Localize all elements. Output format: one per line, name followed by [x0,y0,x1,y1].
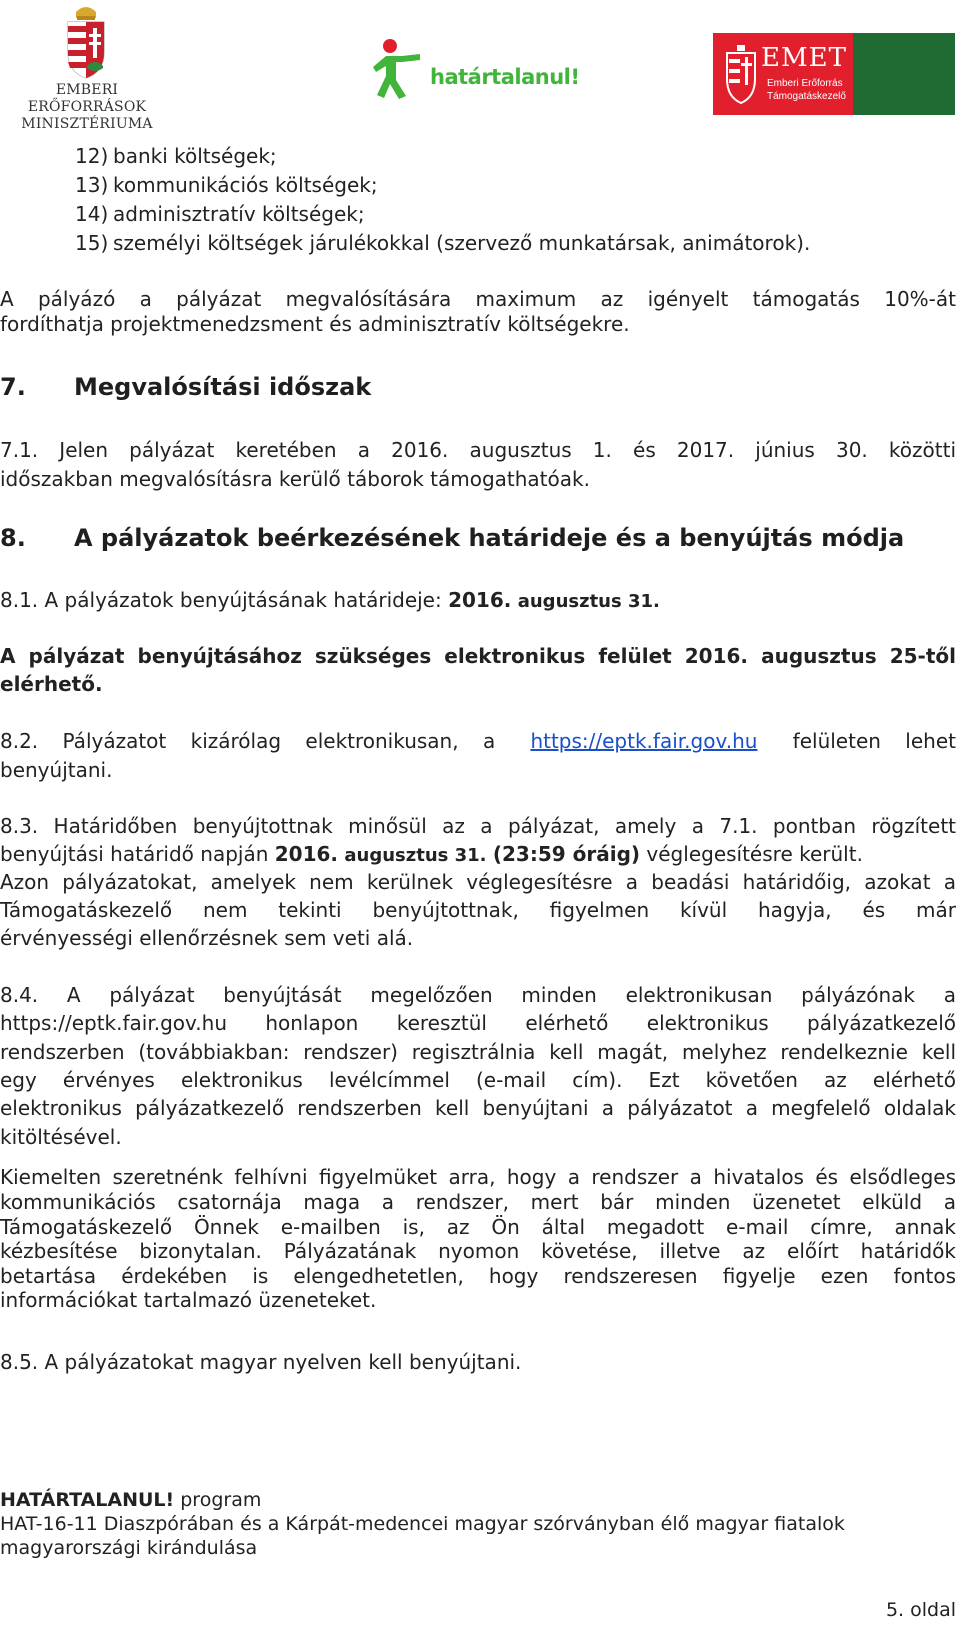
emet-crest-icon [723,45,759,105]
paragraph-8-3-line1: 8.3. Határidőben benyújtottnak minősül az a pályázat, amely a 7.1. pontban rögzített [0,814,956,838]
deadline-year: 2016. [448,588,512,612]
paragraph-8-4-line5: elektronikus pályázatkezelő rendszerben kell benyújtani a pályázatot a megfelelő oldalak [0,1096,956,1120]
running-figure-icon [372,36,432,106]
list-item-text: kommunikációs költségek; [113,173,378,197]
section-7-heading [0,372,371,402]
list-item [75,142,277,171]
emet-logo-green-panel [853,33,955,115]
emet-logo-sub1: Emberi Erőforrás [767,78,843,89]
deadline-date: augusztus 31. [517,591,660,612]
list-item-text: banki költségek; [113,144,277,168]
paragraph-notice-line2: kommunikációs csatornája maga a rendszer, mert bár minden üzenetet elküld a [0,1190,956,1214]
section-number: 7. [0,373,26,401]
list-item-number: 14) [75,202,109,226]
deadline-date: augusztus 31. [344,845,487,866]
paragraph-notice-line3: Támogatáskezelő Önnek e-mailben is, az Ön által megadott e-mail címre, annak [0,1215,956,1239]
paragraph-7-1-line2: időszakban megvalósításra kerülő táborok támogathatóak. [0,467,590,491]
paragraph-8-5: 8.5. A pályázatokat magyar nyelven kell benyújtani. [0,1350,522,1374]
paragraph-8-3-line3: Azon pályázatokat, amelyek nem kerülnek véglegesítésre a beadási határidőig, azokat a [0,870,956,894]
emmi-logo [2,2,172,132]
section-title: A pályázatok beérkezésének határideje és a benyújtás módja [74,524,905,552]
footer-program [0,1488,261,1512]
hatartalanul-logo [372,36,592,106]
emmi-logo-line1: EMBERI ERŐFORRÁSOK [27,82,147,115]
list-item-number: 13) [75,173,109,197]
paragraph-8-3-line2 [0,840,956,870]
list-item-text: adminisztratív költségek; [113,202,365,226]
section-number: 8. [0,524,26,552]
deadline-year: 2016. [274,842,339,866]
paragraph-8-4-line4: egy érvényes elektronikus levélcímmel (e-mail cím). Ezt követően az elérhető [0,1068,956,1092]
footer-title-line2: magyarországi kirándulása [0,1537,258,1559]
paragraph-8-2-suffix: felületen lehet [792,729,956,753]
paragraph-admin-line1: A pályázó a pályázat megvalósítására maximum az igényelt támogatás 10%-át [0,287,956,311]
list-item [75,171,378,200]
bold-notice-line2: elérhető. [0,672,103,696]
emmi-logo-line2: MINISZTÉRIUMA [21,116,153,132]
bold-notice-line1: A pályázat benyújtásához szükséges elektronikus felület 2016. augusztus 25-től [0,644,956,668]
paragraph-8-3-line5: érvényességi ellenőrzésnek sem veti alá. [0,926,414,950]
paragraph-7-1-line1: 7.1. Jelen pályázat keretében a 2016. augusztus 1. és 2017. június 30. közötti [0,438,956,462]
hatartalanul-logo-text: határtalanul! [430,65,580,89]
emet-logo-sub2: Támogatáskezelő [767,91,846,102]
paragraph-8-2-line1 [0,727,956,756]
paragraph-8-2-line2: benyújtani. [0,758,113,782]
emet-logo-red-panel [713,33,853,115]
paragraph-admin-line2: fordíthatja projektmenedzsment és adminisztratív költségekre. [0,312,630,336]
paragraph-8-4-line6: kitöltésével. [0,1125,122,1149]
section-8-heading [0,523,904,553]
paragraph-8-2-prefix: 8.2. Pályázatot kizárólag elektronikusan, a [0,729,496,753]
paragraph-8-4-line1: 8.4. A pályázat benyújtását megelőzően minden elektronikusan pályázónak a [0,983,956,1007]
section-title: Megvalósítási időszak [74,373,372,401]
emet-logo-title: EMET [761,43,847,73]
list-item [75,229,810,258]
footer-title-line1: HAT-16-11 Diaszpórában és a Kárpát-medencei magyar szórványban élő magyar fiatalok [0,1513,845,1535]
page-number: 5. oldal [885,1599,956,1621]
paragraph-8-4-line2: https://eptk.fair.gov.hu honlapon keresztül elérhető elektronikus pályázatkezelő [0,1011,956,1035]
list-item [75,200,365,229]
paragraph-notice-line1: Kiemelten szeretnénk felhívni figyelmüket arra, hogy a rendszer a hivatalos és elsődleges [0,1165,956,1189]
paragraph-8-3-line4: Támogatáskezelő nem tekinti benyújtottnak, figyelmen kívül hagyja, és már [0,898,956,922]
paragraph-8-4-line3: rendszerben (továbbiakban: rendszer) regisztrálnia kell magát, melyhez rendelkeznie kell [0,1040,956,1064]
paragraph-8-1 [0,586,956,616]
emmi-logo-text [2,82,172,133]
text-span: véglegesítésre került. [640,842,863,866]
emet-logo [713,33,955,115]
footer-program-name: HATÁRTALANUL! [0,1489,175,1511]
emet-logo-subtitle [767,77,846,103]
list-item-number: 15) [75,231,109,255]
text-span: benyújtási határidő napján [0,842,275,866]
footer-program-suffix: program [174,1489,262,1511]
paragraph-notice-line5: betartása érdekében is elengedhetetlen, hogy rendszeresen figyelje ezen fontos [0,1264,956,1288]
eptk-link[interactable]: https://eptk.fair.gov.hu [530,729,758,753]
list-item-text: személyi költségek járulékokkal (szervező munkatársak, animátorok). [113,231,811,255]
paragraph-notice-line4: kézbesítése bizonytalan. Pályázatának nyomon követése, illetve az előírt határidők [0,1239,956,1263]
paragraph-8-1-text: 8.1. A pályázatok benyújtásának határideje: [0,588,449,612]
deadline-time: (23:59 óráig) [492,842,641,866]
paragraph-notice-line6: információkat tartalmazó üzeneteket. [0,1288,377,1312]
coat-of-arms-icon [60,2,112,80]
list-item-number: 12) [75,144,109,168]
